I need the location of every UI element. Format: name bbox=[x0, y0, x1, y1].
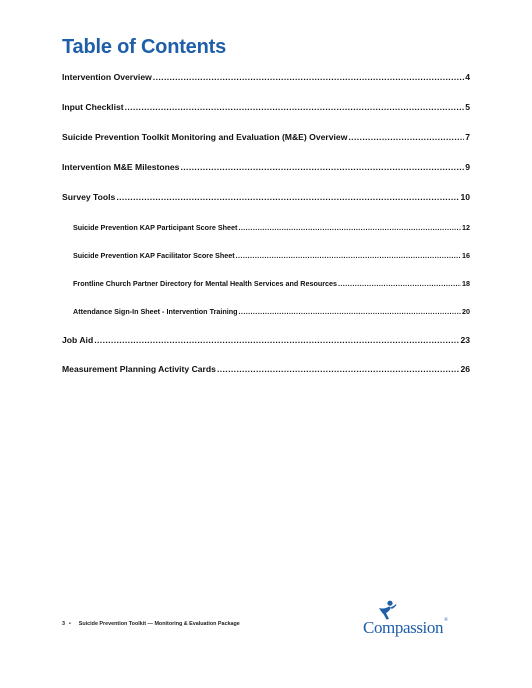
toc-leader-dots bbox=[116, 192, 459, 202]
toc-page-number: 7 bbox=[465, 132, 470, 142]
toc-entry-label: Job Aid bbox=[62, 335, 94, 345]
toc-entry-me-milestones[interactable] bbox=[62, 162, 470, 172]
page-title: Table of Contents bbox=[62, 36, 227, 58]
toc-entry-me-overview[interactable] bbox=[62, 132, 470, 142]
toc-entry-label: Measurement Planning Activity Cards bbox=[62, 364, 216, 374]
toc-entry-label: Suicide Prevention Toolkit Monitoring and Evaluation (M&E) Overview bbox=[62, 132, 348, 142]
compassion-figure-icon bbox=[375, 600, 397, 620]
toc-entry-participant-score-sheet[interactable] bbox=[73, 223, 470, 232]
toc-entry-activity-cards[interactable] bbox=[62, 364, 470, 374]
toc-page-number: 20 bbox=[462, 307, 470, 316]
compassion-logo bbox=[361, 600, 465, 640]
logo-wordmark bbox=[363, 618, 447, 638]
toc-entry-label: Intervention Overview bbox=[62, 72, 152, 82]
toc-entry-label: Attendance Sign-In Sheet - Intervention Training bbox=[73, 307, 238, 316]
footer-bullet: • bbox=[69, 621, 71, 627]
toc-page-number: 26 bbox=[460, 364, 470, 374]
toc-entry-facilitator-score-sheet[interactable] bbox=[73, 251, 470, 260]
toc-page-number: 4 bbox=[465, 72, 470, 82]
toc-entry-label: Frontline Church Partner Directory for Mental Health Services and Resources bbox=[73, 279, 338, 288]
toc-leader-dots bbox=[238, 223, 461, 232]
toc-page-number: 5 bbox=[465, 102, 470, 112]
toc-entry-input-checklist[interactable] bbox=[62, 102, 470, 112]
toc-leader-dots bbox=[153, 72, 464, 82]
toc-leader-dots bbox=[217, 364, 460, 374]
toc-leader-dots bbox=[125, 102, 465, 112]
toc-entry-label: Intervention M&E Milestones bbox=[62, 162, 180, 172]
toc-entry-label: Survey Tools bbox=[62, 192, 116, 202]
logo-registered-mark: ® bbox=[444, 618, 448, 623]
toc-page-number: 23 bbox=[460, 335, 470, 345]
toc-page-number: 18 bbox=[462, 279, 470, 288]
toc-entry-label: Input Checklist bbox=[62, 102, 124, 112]
toc-leader-dots bbox=[94, 335, 459, 345]
toc-entry-label: Suicide Prevention KAP Facilitator Score Sheet bbox=[73, 251, 235, 260]
toc-leader-dots bbox=[236, 251, 461, 260]
page-footer bbox=[62, 621, 240, 627]
toc-entry-job-aid[interactable] bbox=[62, 335, 470, 345]
toc-entry-label: Suicide Prevention KAP Participant Score Sheet bbox=[73, 223, 238, 232]
toc-page-number: 12 bbox=[462, 223, 470, 232]
toc-entry-intervention-overview[interactable] bbox=[62, 72, 470, 82]
toc-leader-dots bbox=[338, 279, 461, 288]
footer-document-title: Suicide Prevention Toolkit — Monitoring & Evaluation Package bbox=[78, 621, 240, 627]
footer-page-number: 3 bbox=[62, 621, 65, 627]
toc-page-number: 16 bbox=[462, 251, 470, 260]
toc-entry-partner-directory[interactable] bbox=[73, 279, 470, 288]
toc-leader-dots bbox=[239, 307, 461, 316]
toc-leader-dots bbox=[180, 162, 464, 172]
toc-entry-attendance-sheet[interactable] bbox=[73, 307, 470, 316]
toc-leader-dots bbox=[348, 132, 464, 142]
toc-page-number: 10 bbox=[460, 192, 470, 202]
toc-page-number: 9 bbox=[465, 162, 470, 172]
toc-entry-survey-tools[interactable] bbox=[62, 192, 470, 202]
logo-wordmark-text: Compassion bbox=[363, 618, 444, 637]
